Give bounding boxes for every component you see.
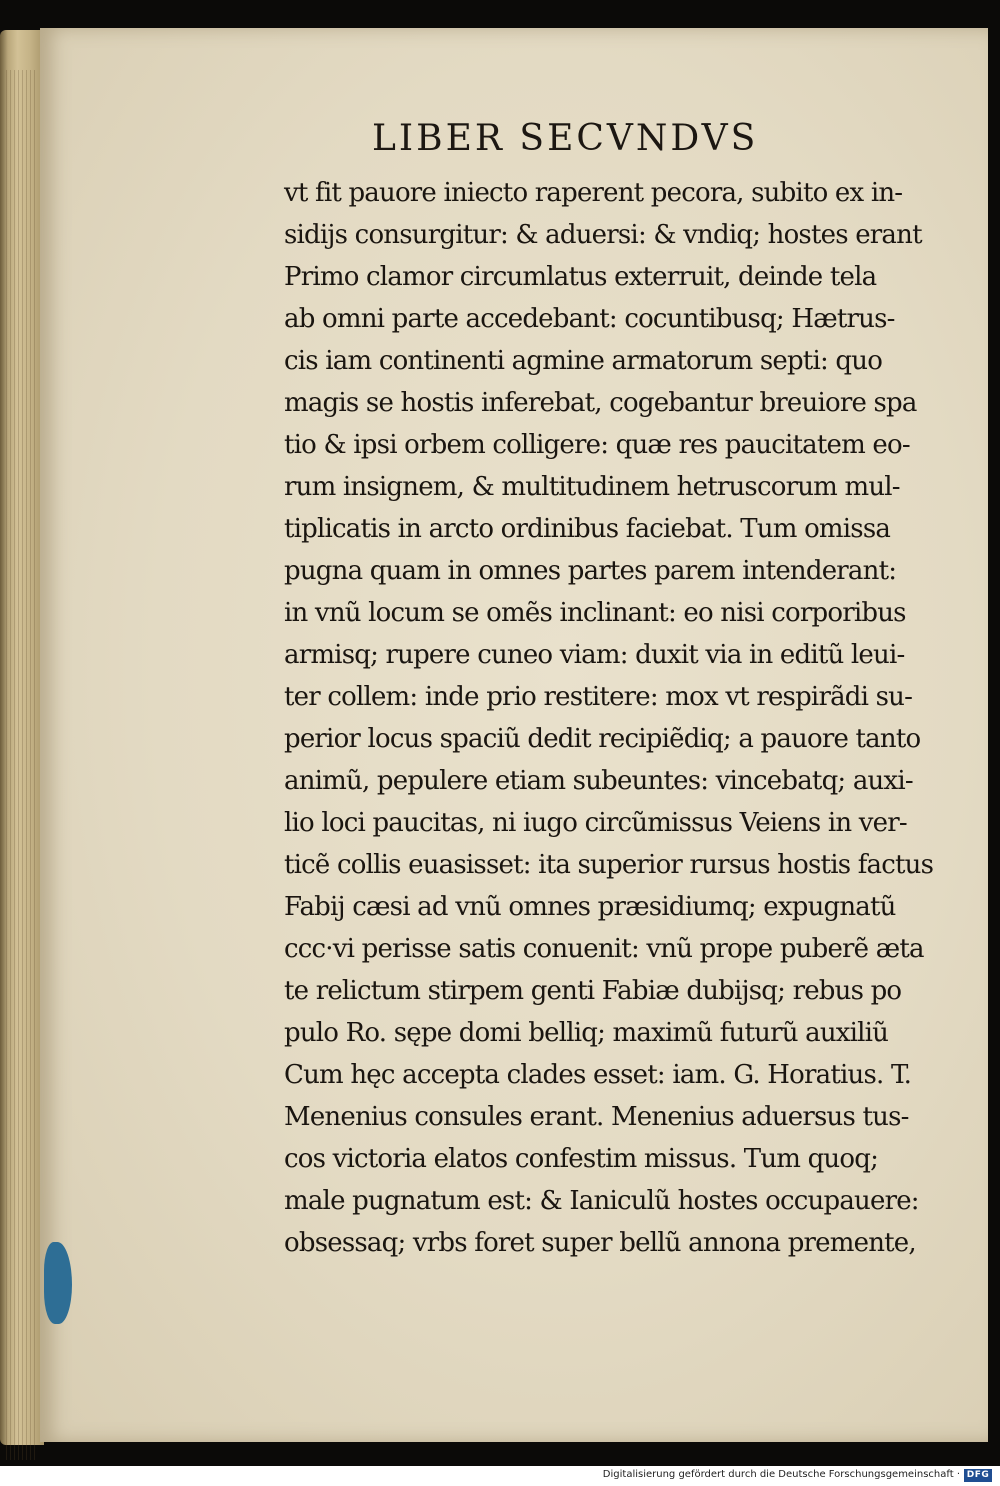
text-line: cis iam continenti agmine armatorum septi: quo (284, 346, 883, 376)
text-line: in vnũ locum se omẽs inclinant: eo nisi corporibus (284, 598, 906, 628)
text-line: armisq; rupere cuneo viam: duxit via in editũ leui- (284, 640, 905, 670)
text-line: pugna quam in omnes partes parem intenderant: (284, 556, 897, 586)
text-line: Cum hęc accepta clades esset: iam. G. Horatius. T. (284, 1060, 912, 1090)
text-line: perior locus spaciũ dedit recipiẽdiq; a pauore tanto (284, 724, 921, 754)
text-line: lio loci paucitas, ni iugo circũmissus Veiens in ver- (284, 808, 907, 838)
running-head: LIBER SECVNDVS (372, 118, 759, 159)
text-line: tiplicatis in arcto ordinibus faciebat. Tum omissa (284, 514, 891, 544)
page-edge-lines (6, 70, 36, 1460)
text-line: ab omni parte accedebant: cocuntibusq; Hætrus- (284, 304, 895, 334)
funding-credit: Digitalisierung gefördert durch die Deutsche Forschungsgemeinschaft · (602, 1469, 960, 1480)
text-line: Fabij cæsi ad vnũ omnes præsidiumq; expugnatũ (284, 892, 896, 922)
text-line: vt fit pauore iniecto raperent pecora, subito ex in- (284, 178, 903, 208)
text-line: rum insignem, & multitudinem hetruscorum mul- (284, 472, 900, 502)
text-line: male pugnatum est: & Ianiculũ hostes occupauere: (284, 1186, 919, 1216)
text-line: Menenius consules erant. Menenius aduersus tus- (284, 1102, 909, 1132)
text-line: sidijs consurgitur: & aduersi: & vndiq; hostes erant (284, 220, 922, 250)
text-line: ticẽ collis euasisset: ita superior rursus hostis factus (284, 850, 934, 880)
text-line: animũ, pepulere etiam subeuntes: vincebatq; auxi- (284, 766, 913, 796)
text-line: obsessaq; vrbs foret super bellũ annona premente, (284, 1228, 916, 1258)
text-line: Primo clamor circumlatus exterruit, deinde tela (284, 262, 877, 292)
text-line: ter collem: inde prio restitere: mox vt respirãdi su- (284, 682, 913, 712)
text-line: tio & ipsi orbem colligere: quæ res paucitatem eo- (284, 430, 910, 460)
blue-paper-tab (44, 1242, 72, 1324)
book-page-edges (0, 30, 44, 1445)
dfg-logo[interactable]: DFG (964, 1469, 992, 1482)
text-line: ccc·vi perisse satis conuenit: vnũ prope puberẽ æta (284, 934, 924, 964)
text-line: cos victoria elatos confestim missus. Tum quoq; (284, 1144, 879, 1174)
text-line: pulo Ro. sępe domi belliq; maximũ futurũ auxiliũ (284, 1018, 889, 1048)
footer-bar (0, 1466, 1000, 1486)
body-text (284, 172, 934, 1264)
text-line: magis se hostis inferebat, cogebantur breuiore spa (284, 388, 917, 418)
text-line: te relictum stirpem genti Fabiæ dubijsq; rebus po (284, 976, 902, 1006)
